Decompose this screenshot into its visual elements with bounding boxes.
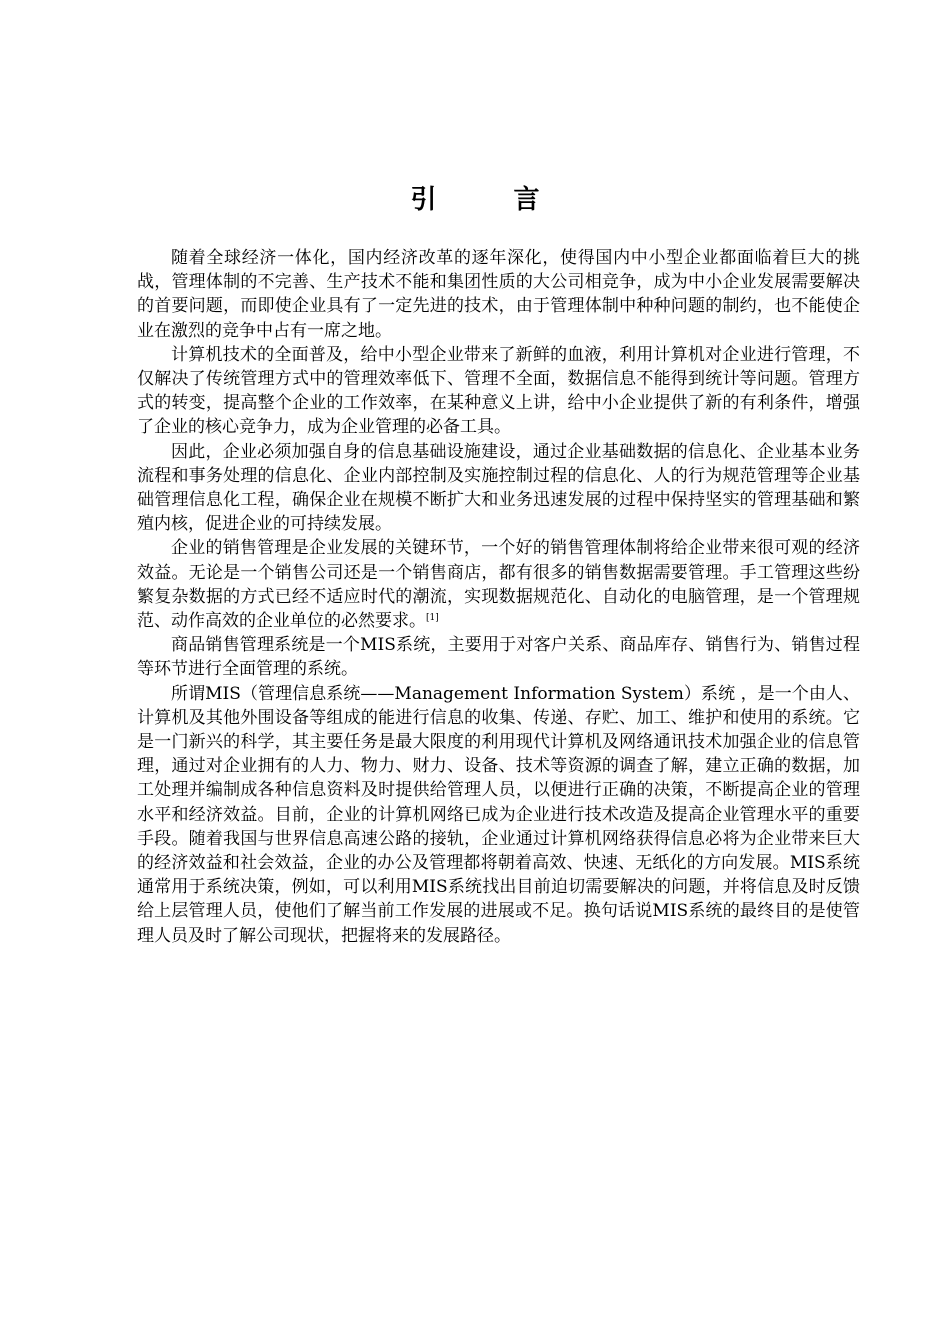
citation-reference: [1] xyxy=(426,613,439,624)
page-title: 引 言 xyxy=(410,185,574,215)
paragraph-6: 所谓MIS（管理信息系统——Management Information System）系统 ，是一个由人、计算机及其他外围设备等组成的能进行信息的收集、传递、存贮、加工、维护和使用的系统。它是一门新兴的科学，其主要任务是最大限度的利用现代计算机及网络通讯技术加强企业的信息管理，通过对企业拥有的人力、物力、财力、设备、技术等资源的调查了解，建立正确的数据，加工处理并编制成各种信息资料及时提供给管理人员，以便进行正确的决策，不断提高企业的管理水平和经济效益。目前，企业的计算机网络已成为企业进行技术改造及提高企业管理水平的重要手段。随着我国与世界信息高速公路的接轨，企业通过计算机网络获得信息必将为企业带来巨大的经济效益和社会效益，企业的办公及管理都将朝着高效、快速、无纸化的方向发展。MIS系统通常用于系统决策，例如，可以利用MIS系统找出目前迫切需要解决的问题，并将信息及时反馈给上层管理人员，使他们了解当前工作发展的进展或不足。换句话说MIS系统的最终目的是使管理人员及时了解公司现状，把握将来的发展路径。 xyxy=(137,683,860,946)
paragraph-4-text: 企业的销售管理是企业发展的关键环节，一个好的销售管理体制将给企业带来很可观的经济效益。无论是一个销售公司还是一个销售商店，都有很多的销售数据需要管理。手工管理这些纷繁复杂数据的方式已经不适应时代的潮流，实现数据规范化、自动化的电脑管理，是一个管理规范、动作高效的企业单位的必然要求。 xyxy=(137,538,860,632)
paragraph-4 xyxy=(137,536,860,633)
paragraph-1: 随着全球经济一体化，国内经济改革的逐年深化，使得国内中小型企业都面临着巨大的挑战，管理体制的不完善、生产技术不能和集团性质的大公司相竞争，成为中小企业发展需要解决的首要问题，而即使企业具有了一定先进的技术，由于管理体制中种种问题的制约，也不能使企业在激烈的竞争中占有一席之地。 xyxy=(137,248,860,341)
paragraph-5: 商品销售管理系统是一个MIS系统，主要用于对客户关系、商品库存、销售行为、销售过程等环节进行全面管理的系统。 xyxy=(137,635,860,680)
paragraph-3: 因此，企业必须加强自身的信息基础设施建设，通过企业基础数据的信息化、企业基本业务流程和事务处理的信息化、企业内部控制及实施控制过程的信息化、人的行为规范管理等企业基础管理信息化工程，确保企业在规模不断扩大和业务迅速发展的过程中保持坚实的管理基础和繁殖内核，促进企业的可持续发展。 xyxy=(137,441,860,535)
body-text xyxy=(137,246,860,948)
paragraph-2: 计算机技术的全面普及，给中小型企业带来了新鲜的血液，利用计算机对企业进行管理，不仅解决了传统管理方式中的管理效率低下、管理不全面，数据信息不能得到统计等问题。管理方式的转变，提高整个企业的工作效率，在某种意义上讲，给中小企业提供了新的有利条件，增强了企业的核心竞争力，成为企业管理的必备工具。 xyxy=(137,344,860,438)
